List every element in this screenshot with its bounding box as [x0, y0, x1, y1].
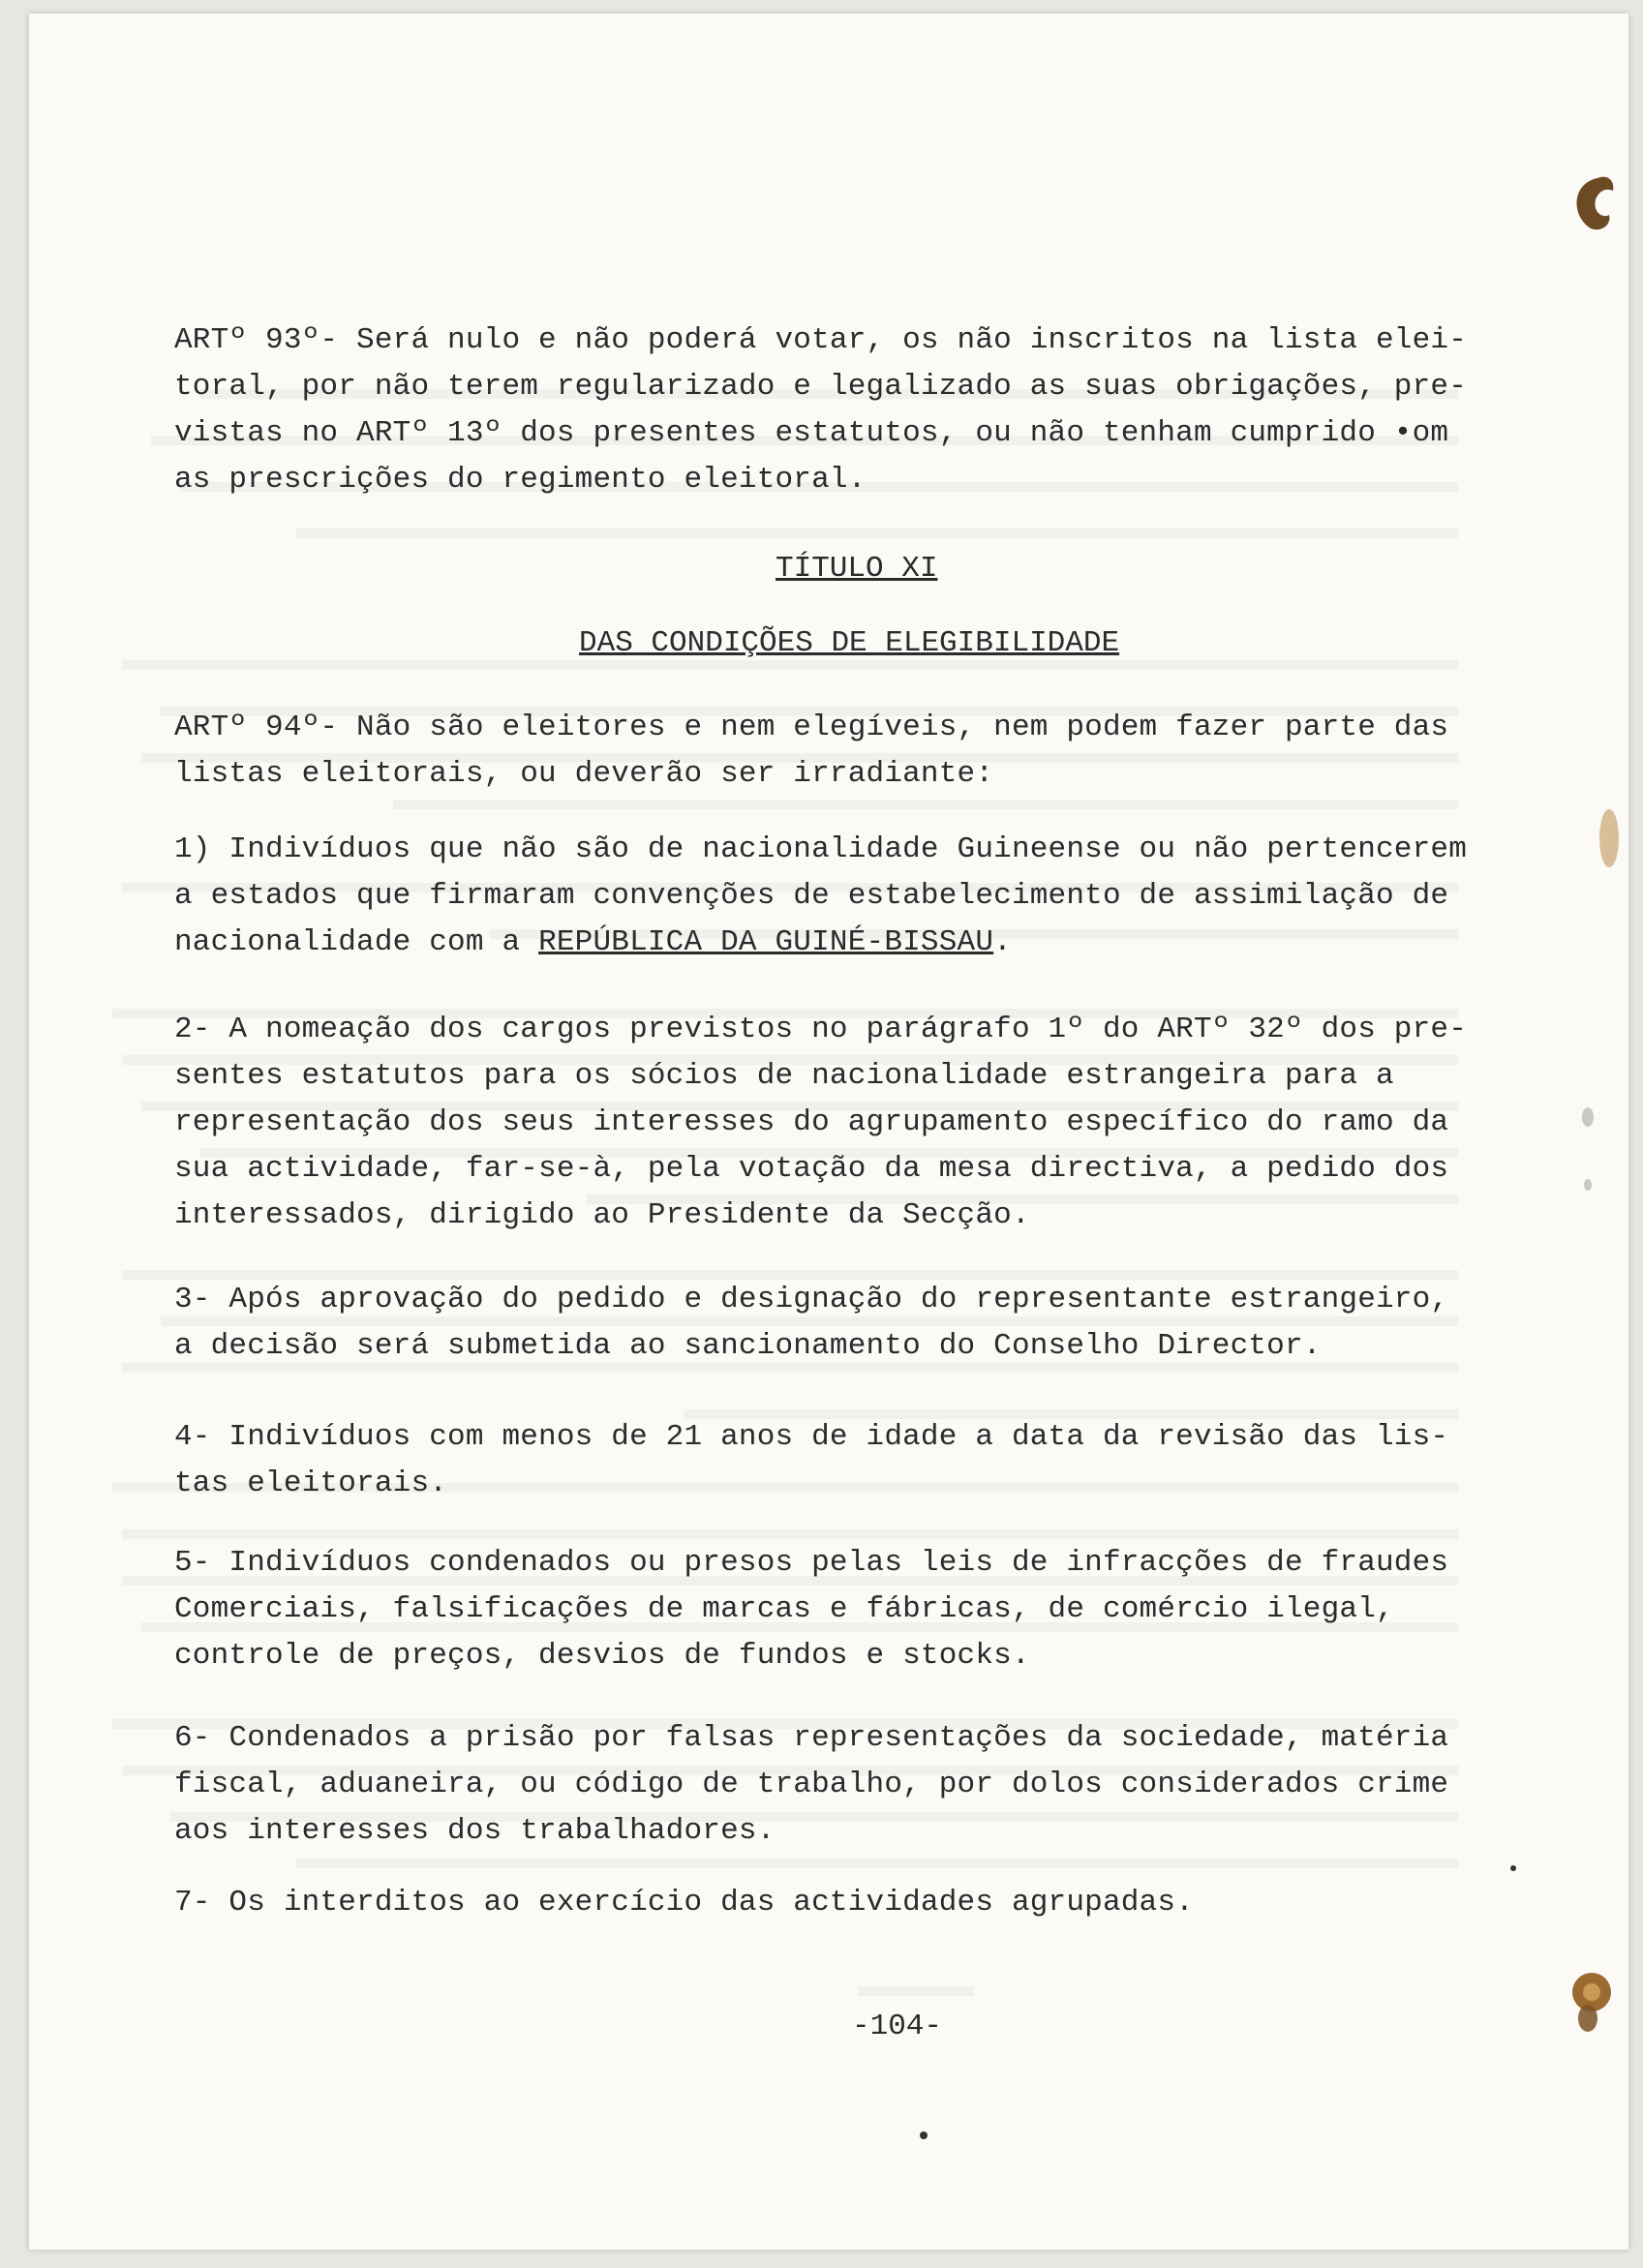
- rust-spot-icon: [1599, 809, 1619, 867]
- item-5-line: controle de preços, desvios de fundos e stocks.: [174, 1639, 1030, 1673]
- article-94-line: listas eleitorais, ou deverão ser irradiante:: [174, 757, 994, 791]
- article-94-line: ARTº 94º- Não são eleitores e nem elegíveis, nem podem fazer parte das: [174, 711, 1449, 744]
- item-3-line: 3- Após aprovação do pedido e designação do representante estrangeiro,: [174, 1283, 1449, 1316]
- article-93-line: vistas no ARTº 13º dos presentes estatutos, ou não tenham cumprido •om: [174, 416, 1449, 450]
- article-94: [174, 705, 1568, 798]
- item-1-line: [174, 920, 1568, 966]
- item-4-line: 4- Indivíduos com menos de 21 anos de idade a data da revisão das lis-: [174, 1420, 1449, 1454]
- rust-stains: [1559, 159, 1627, 2075]
- item-2-line: interessados, dirigido ao Presidente da Secção.: [174, 1198, 1030, 1232]
- item-6-line: fiscal, aduaneira, ou código de trabalho, por dolos considerados crime: [174, 1768, 1449, 1801]
- item-5-line: Comerciais, falsificações de marcas e fábricas, de comércio ilegal,: [174, 1592, 1394, 1626]
- item-1: [174, 827, 1568, 966]
- section-subtitle: DAS CONDIÇÕES DE ELEGIBILIDADE: [579, 626, 1120, 660]
- item-1-line: a estados que firmaram convenções de estabelecimento de assimilação de: [174, 879, 1449, 913]
- item-1-prefix: nacionalidade com a: [174, 925, 539, 959]
- item-7: [174, 1880, 1568, 1926]
- article-93-line: as prescrições do regimento eleitoral.: [174, 463, 867, 497]
- item-1-line: 1) Indivíduos que não são de nacionalidade Guineense ou não pertencerem: [174, 832, 1468, 866]
- page-number: -104-: [852, 2010, 943, 2043]
- rust-spot-icon: [1582, 1107, 1594, 1127]
- section-title: TÍTULO XI: [776, 552, 938, 586]
- rust-spot-icon: [1578, 2005, 1597, 2032]
- item-4: [174, 1414, 1568, 1507]
- article-93-line: toral, por não terem regularizado e legalizado as suas obrigações, pre-: [174, 370, 1468, 404]
- article-93-line: ARTº 93º- Será nulo e não poderá votar, os não inscritos na lista elei-: [174, 323, 1468, 357]
- item-2-line: sentes estatutos para os sócios de nacionalidade estrangeira para a: [174, 1059, 1394, 1093]
- item-6: [174, 1715, 1568, 1855]
- item-4-line: tas eleitorais.: [174, 1467, 448, 1500]
- ink-dot: [920, 2132, 928, 2139]
- item-5-line: 5- Indivíduos condenados ou presos pelas leis de infracções de fraudes: [174, 1546, 1449, 1580]
- rust-ring-inner: [1583, 1983, 1600, 2001]
- rust-spot-icon: [1584, 1179, 1592, 1191]
- item-3-line: a decisão será submetida ao sancionamento do Conselho Director.: [174, 1329, 1322, 1363]
- item-2-line: representação dos seus interesses do agrupamento específico do ramo da: [174, 1105, 1449, 1139]
- item-2-line: 2- A nomeação dos cargos previstos no parágrafo 1º do ARTº 32º dos pre-: [174, 1013, 1468, 1046]
- ink-dot: [1510, 1865, 1516, 1871]
- item-6-line: 6- Condenados a prisão por falsas representações da sociedade, matéria: [174, 1721, 1449, 1755]
- item-5: [174, 1540, 1568, 1679]
- item-3: [174, 1277, 1568, 1370]
- staple-rust-top-icon: [1577, 177, 1614, 229]
- item-2: [174, 1007, 1568, 1239]
- item-1-suffix: .: [993, 925, 1012, 959]
- republic-name: REPÚBLICA DA GUINÉ-BISSAU: [538, 925, 994, 959]
- item-7-line: 7- Os interditos ao exercício das actividades agrupadas.: [174, 1886, 1194, 1920]
- item-2-line: sua actividade, far-se-à, pela votação da mesa directiva, a pedido dos: [174, 1152, 1449, 1186]
- item-6-line: aos interesses dos trabalhadores.: [174, 1814, 776, 1848]
- document-page: [29, 14, 1628, 2250]
- article-93: [174, 318, 1568, 503]
